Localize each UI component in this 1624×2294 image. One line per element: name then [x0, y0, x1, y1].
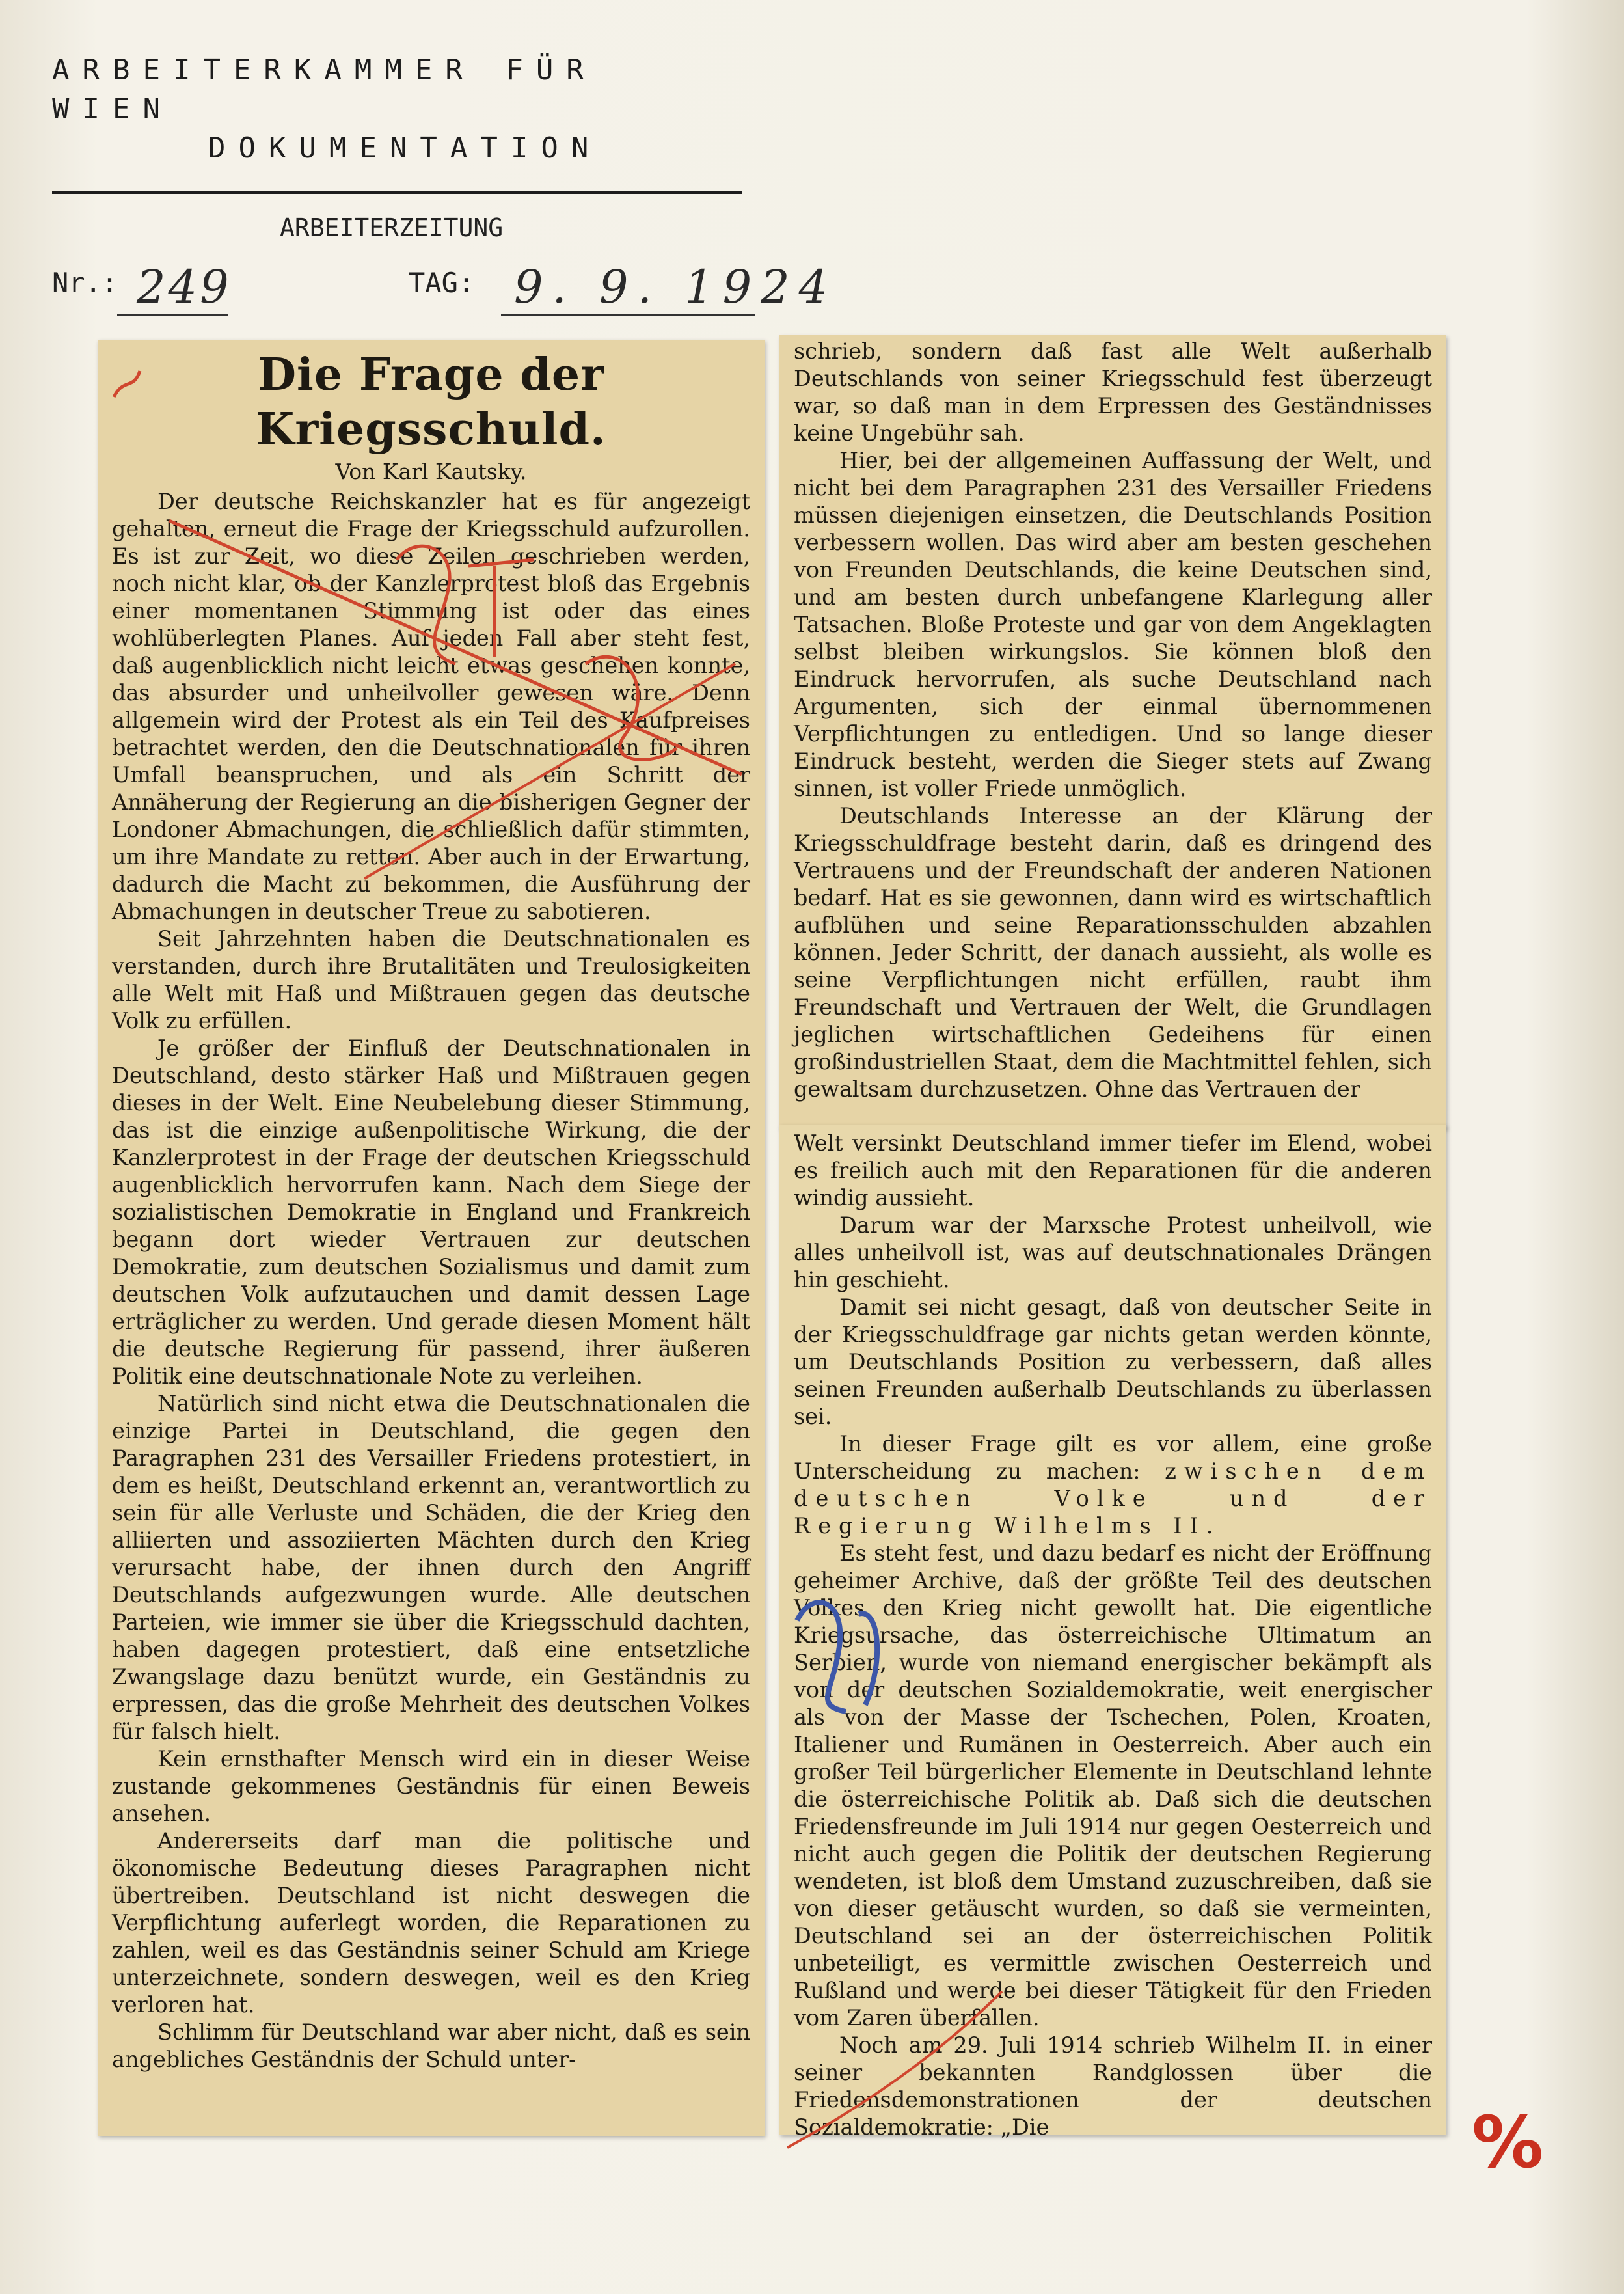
number-value: 249 [137, 260, 232, 314]
paragraph: Kein ernsthafter Mensch wird ein in dieser Weise zustande gekommenes Geständnis für einen Beweis ansehen. [112, 1746, 750, 1826]
institution-name: ARBEITERKAMMER FÜR WIEN [52, 53, 597, 126]
paragraph: Deutschlands Interesse an der Klärung der Kriegsschuldfrage besteht darin, daß es dringend des Vertrauens und der Freundschaft der anderen Nationen bedarf. Hat es sie gewonnen, dann wird es wirtschaftlich aufblühen und seine Reparationsschulden abzahlen können. Jeder Schritt, der danach aussieht, als wolle es seine Verpflichtungen nicht erfüllen, raubt ihm Freundschaft und Vertrauen der Welt, die Grundlagen jeglichen wirtschaftlichen Gedeihens für einen großindustriellen Staat, dem die Machtmittel fehlen, sich gewaltsam durchzusetzen. Ohne das Vertrauen der [794, 803, 1432, 1102]
paragraph: Je größer der Einfluß der Deutschnationalen in Deutschland, desto stärker Haß und Mißtrauen gegen dieses in der Welt. Eine Neubelebung dieser Stimmung, das ist die einzige außenpolitische Wirkung, die der Kanzlerprotest in der Frage der deutschen Kriegsschuld augenblicklich hervorrufen kann. Nach dem Siege der sozialistischen Demokratie in England und Frankreich begann dort wieder Vertrauen zur deutschen Demokratie, zum deutschen Sozialismus und damit zum deutschen Volk aufzutauchen und damit dessen Lage erträglicher zu werden. Und gerade diesen Moment hält die deutsche Regierung für passend, ihrer äußeren Politik eine deutschnationale Note zu verleihen. [112, 1035, 750, 1389]
paragraph: Es steht fest, und dazu bedarf es nicht der Eröffnung geheimer Archive, daß der größte Teil des deutschen Volkes den Krieg nicht gewollt hat. Die eigentliche Kriegsursache, das österreichische Ultimatum an Serbien, wurde von niemand energischer bekämpft als von der deutschen Sozialdemokratie, weit energischer als von der Masse der Tschechen, Polen, Kroaten, Italiener und Rumänen in Oesterreich. Aber auch ein großer Teil bürgerlicher Elemente in Deutschland lehnte die österreichische Politik ab. Daß sich die deutschen Friedensfreunde im Juli 1914 nur gegen Oesterreich und nicht auch gegen die Politik der deutschen Regierung wendeten, ist bloß dem Umstand zuzuschreiben, daß sie von dieser getäuscht wurden, so daß sie vermeinten, Deutschland sei an der österreichischen Politik unbeteiligt, es vermittle zwischen Oesterreich und Rußland und werde bei dieser Tätigkeit für den Frieden vom Zaren überfallen. [794, 1540, 1432, 2030]
clipping-right-top [779, 335, 1446, 1129]
newspaper-name: ARBEITERZEITUNG [280, 213, 504, 242]
paragraph: Seit Jahrzehnten haben die Deutschnationalen es verstanden, durch ihre Brutalitäten und Treulosigkeiten alle Welt mit Haß und Mißtrauen gegen das deutsche Volk zu erfüllen. [112, 926, 750, 1033]
date-label: TAG: [409, 267, 475, 299]
article-byline: Von Karl Kautsky. [335, 459, 527, 484]
header-rule [52, 191, 742, 194]
paragraph: Hier, bei der allgemeinen Auffassung der Welt, und nicht bei dem Paragraphen 231 des Versailler Friedens müssen diejenigen einsetzen, die Deutschlands Position verbessern wollen. Das wird aber am besten geschehen von Freunden Deutschlands, die keine Deutschen sind, und am besten durch unbefangene Klarlegung aller Tatsachen. Bloße Proteste und gar von dem Angeklagten selbst bleiben wirkungslos. Sie können bloß den Eindruck hervorrufen, als suche Deutschland nach Argumenten, sich der einmal übernommenen Verpflichtungen zu entledigen. Und so lange dieser Eindruck besteht, werden die Sieger stets auf Zwang sinnen, ist voller Friede unmöglich. [794, 448, 1432, 801]
clipping-right-bottom [779, 1125, 1446, 2140]
paragraph: Schlimm für Deutschland war aber nicht, daß es sein angebliches Geständnis der Schuld unter- [112, 2019, 750, 2072]
date-value: 9. 9. 1924 [514, 260, 837, 314]
paragraph: Darum war der Marxsche Protest unheilvoll, wie alles unheilvoll ist, was auf deutschnationales Drängen hin geschieht. [794, 1212, 1432, 1292]
department-name: DOKUMENTATION [208, 131, 602, 165]
paragraph: Welt versinkt Deutschland immer tiefer im Elend, wobei es freilich auch mit den Reparationen für die anderen windig aussieht. [794, 1130, 1432, 1210]
paragraph: Natürlich sind nicht etwa die Deutschnationalen die einzige Partei in Deutschland, die gegen den Paragraphen 231 des Versailler Friedens protestiert, in dem es heißt, Deutschland erkennt an, verantwortlich zu sein für alle Verluste und Schäden, die der Krieg den alliierten und assoziierten Mächten durch den Krieg verursacht habe, der ihnen durch den Angriff Deutschlands aufgezwungen wurde. Alle deutschen Parteien, wie immer sie über die Kriegsschuld dachten, haben dagegen protestiert, daß eine entsetzliche Zwangslage dazu benützt wurde, ein Geständnis zu erpressen, das die große Mehrheit des deutschen Volkes für falsch hielt. [112, 1391, 750, 1744]
paragraph: Andererseits darf man die politische und ökonomische Bedeutung dieses Paragraphen nicht übertreiben. Deutschland ist nicht deswegen die Verpflichtung auferlegt worden, die Reparationen zu zahlen, weil es das Geständnis seiner Schuld am Kriege unterzeichnete, sondern deswegen, weil es den Krieg verloren hat. [112, 1828, 750, 2017]
spaced-emphasis: zwischen dem deutschen Volke und der Regierung Wilhelms II. [794, 1458, 1432, 1538]
paragraph [794, 1430, 1432, 1540]
number-label: Nr.: [52, 267, 118, 299]
paragraph-lead: In dieser Frage gilt es vor allem, eine große Unterscheidung zu machen: [794, 1431, 1432, 1484]
paragraph: schrieb, sondern daß fast alle Welt außerhalb Deutschlands von seiner Kriegsschuld fest überzeugt war, so daß man in dem Erpressen des Geständnisses keine Ungebühr sah. [794, 338, 1432, 446]
page-mark: % [1472, 2101, 1544, 2184]
clipping-left-column [98, 340, 765, 2136]
number-rule [117, 314, 228, 316]
archive-header [52, 51, 742, 194]
article-headline: Die Frage der Kriegsschuld. [256, 349, 606, 456]
date-rule [501, 314, 755, 316]
paragraph: Der deutsche Reichskanzler hat es für angezeigt gehalten, erneut die Frage der Kriegsschuld aufzurollen. Es ist zur Zeit, wo diese Zeilen geschrieben werden, noch nicht klar, ob der Kanzlerprotest bloß das Ergebnis einer momentanen Stimmung ist oder das eines wohlüberlegten Planes. Auf jeden Fall aber steht fest, daß augenblicklich nicht leicht etwas geschehen konnte, das absurder und unheilvoller gewesen wäre. Denn allgemein wird der Protest als ein Teil des Kaufpreises betrachtet werden, den die Deutschnationalen für ihren Umfall beanspruchen, und als ein Schritt der Annäherung der Regierung an die bisherigen Gegner der Londoner Abmachungen, die schließlich dafür stimmten, um ihre Mandate zu retten. Aber auch in der Erwartung, dadurch die Macht zu bekommen, die Ausführung der Abmachungen in deutscher Treue zu sabotieren. [112, 489, 750, 924]
paragraph: Noch am 29. Juli 1914 schrieb Wilhelm II. in einer seiner bekannten Randglossen über die Friedensdemonstrationen der deutschen Sozialdemokratie: „Die [794, 2032, 1432, 2140]
paragraph: Damit sei nicht gesagt, daß von deutscher Seite in der Kriegsschuldfrage gar nichts getan werden könnte, um Deutschlands Position zu verbessern, daß alles seinen Freunden außerhalb Deutschlands zu überlassen sei. [794, 1294, 1432, 1429]
